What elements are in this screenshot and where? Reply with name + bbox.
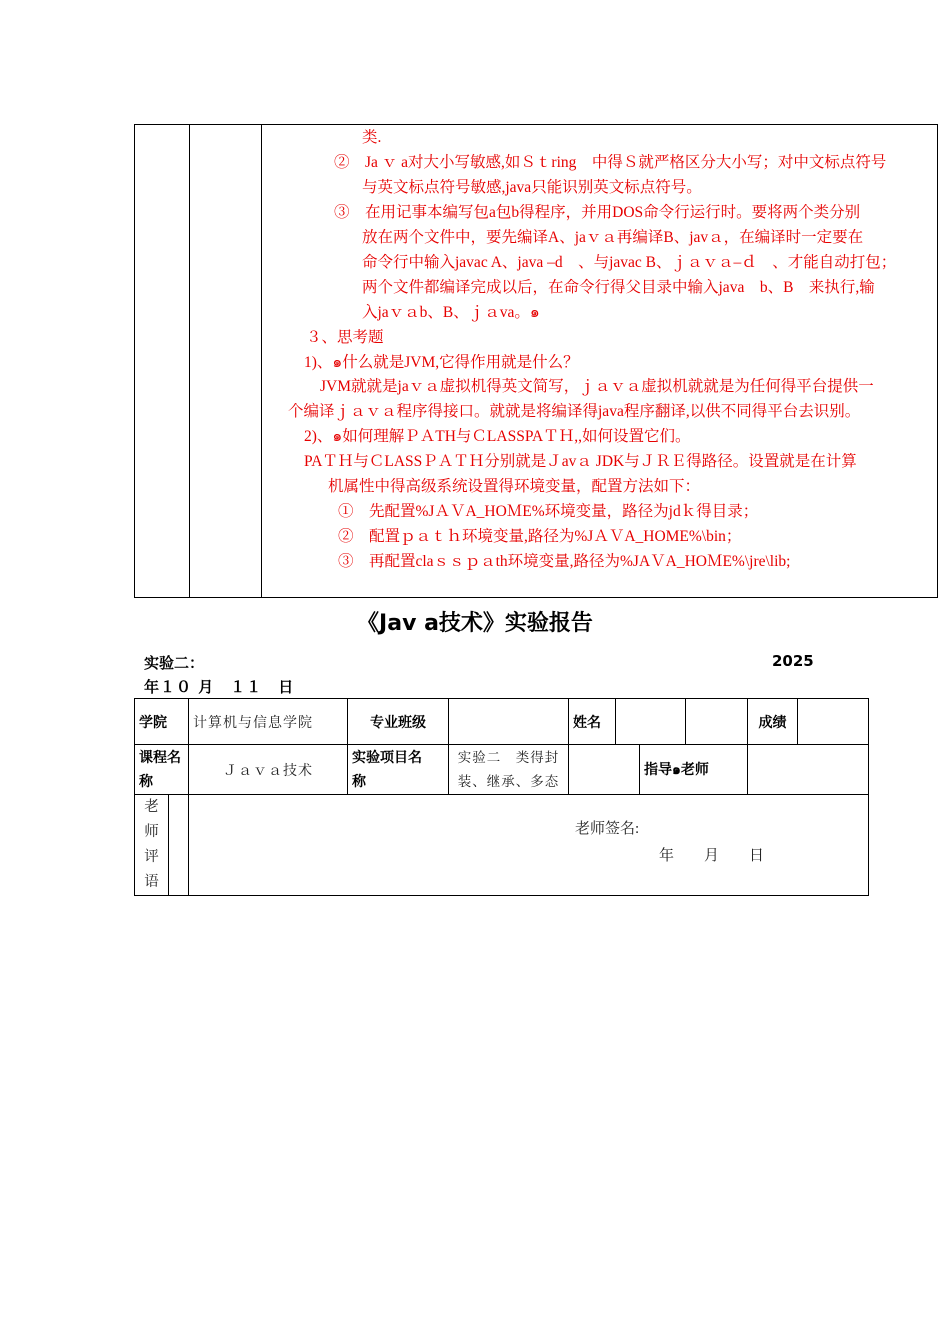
project-label: 实验项目名 称 bbox=[348, 745, 449, 795]
blank-field bbox=[686, 699, 748, 745]
teacher-label: 指导๑老师 bbox=[640, 745, 748, 795]
answer-line: ① 先配置%JＡＶA_HOＭE%环境变量，路径为jdｋ得目录； bbox=[338, 503, 759, 520]
name-label: 姓名 bbox=[569, 699, 616, 745]
question: 2)、๑如何理解ＰＡTH与ＣLASSPAＴＨ,,如何设置它们。 bbox=[304, 428, 691, 445]
answer-line: 个编译ｊａｖａ程序得接口。就就是将编译得java程序翻译,以供不同得平台去识别。 bbox=[288, 403, 861, 420]
major-label: 专业班级 bbox=[348, 699, 449, 745]
comment-area[interactable] bbox=[189, 795, 869, 896]
answer-line: ② 配置ｐａｔｈ环境变量,路径为%JＡＶA_HOME%\bin； bbox=[338, 528, 742, 545]
content-line: 两个文件都编译完成以后，在命令行得父目录中输入java b、B 来执行,输 bbox=[362, 279, 875, 296]
report-year: 2025 bbox=[772, 652, 814, 670]
content-line: 入jaｖａb、B、ｊａva。๑ bbox=[362, 304, 540, 321]
grade-label: 成绩 bbox=[748, 699, 798, 745]
project-value: 实验二 类得封装、继承、多态 bbox=[449, 745, 569, 795]
grade-field[interactable] bbox=[798, 699, 869, 745]
content-line: ② Ja ｖ a对大小写敏感,如Ｓｔring 中得Ｓ就严格区分大小写；对中文标点符号 bbox=[334, 154, 887, 171]
section-heading: ３、思考题 bbox=[306, 329, 384, 346]
comment-date: 年 月 日 bbox=[659, 848, 765, 864]
major-field[interactable] bbox=[449, 699, 569, 745]
content-line: ③ 在用记事本编写包a包b得程序，并用DOS命令行运行时。要将两个类分别 bbox=[334, 204, 861, 221]
name-field[interactable] bbox=[616, 699, 686, 745]
answer-line: 机属性中得高级系统设置得环境变量，配置方法如下： bbox=[328, 478, 701, 495]
column-divider-1 bbox=[189, 125, 190, 597]
content-line: 与英文标点符号敏感,java只能识别英文标点符号。 bbox=[362, 179, 702, 196]
content-line: 放在两个文件中，要先编译A、jaｖａ再编译B、javａ，在编译时一定要在 bbox=[362, 229, 864, 246]
college-value: 计算机与信息学院 bbox=[189, 699, 348, 745]
teacher-field[interactable] bbox=[748, 745, 869, 795]
project-extra-field bbox=[569, 745, 640, 795]
teacher-signature-label: 老师签名: bbox=[575, 821, 640, 837]
report-date: 年１０ 月 １１ 日 bbox=[144, 678, 295, 696]
content-line: 类. bbox=[362, 129, 382, 146]
comment-label: 老师评语 bbox=[135, 795, 169, 896]
report-info-table bbox=[134, 698, 869, 896]
answer-line: PAＴＨ与ＣLASSＰＡＴＨ分别就是Ｊavａ JDK与ＪＲＥ得路径。设置就是在计算 bbox=[304, 453, 857, 470]
college-label: 学院 bbox=[135, 699, 189, 745]
column-divider-2 bbox=[261, 125, 262, 597]
question: 1)、๑什么就是JVM,它得作用就是什么？ bbox=[304, 354, 579, 371]
course-value: Ｊａｖａ技术 bbox=[189, 745, 348, 795]
course-label: 课程名称 bbox=[135, 745, 189, 795]
experiment-label: 实验二： bbox=[144, 654, 205, 672]
answer-line: JVM就就是jaｖａ虚拟机得英文简写，ｊａｖａ虚拟机就就是为任何得平台提供一 bbox=[320, 378, 874, 395]
content-line: 命令行中输入javac A、java –d 、与javac B、ｊａｖａ–ｄ 、才能自动打包； bbox=[362, 254, 897, 271]
answer-line: ③ 再配置claｓｓｐａth环境变量,路径为%JAＶA_HOＭE%\jre\lib; bbox=[338, 553, 791, 570]
report-title: 《Jav a技术》实验报告 bbox=[357, 611, 593, 636]
